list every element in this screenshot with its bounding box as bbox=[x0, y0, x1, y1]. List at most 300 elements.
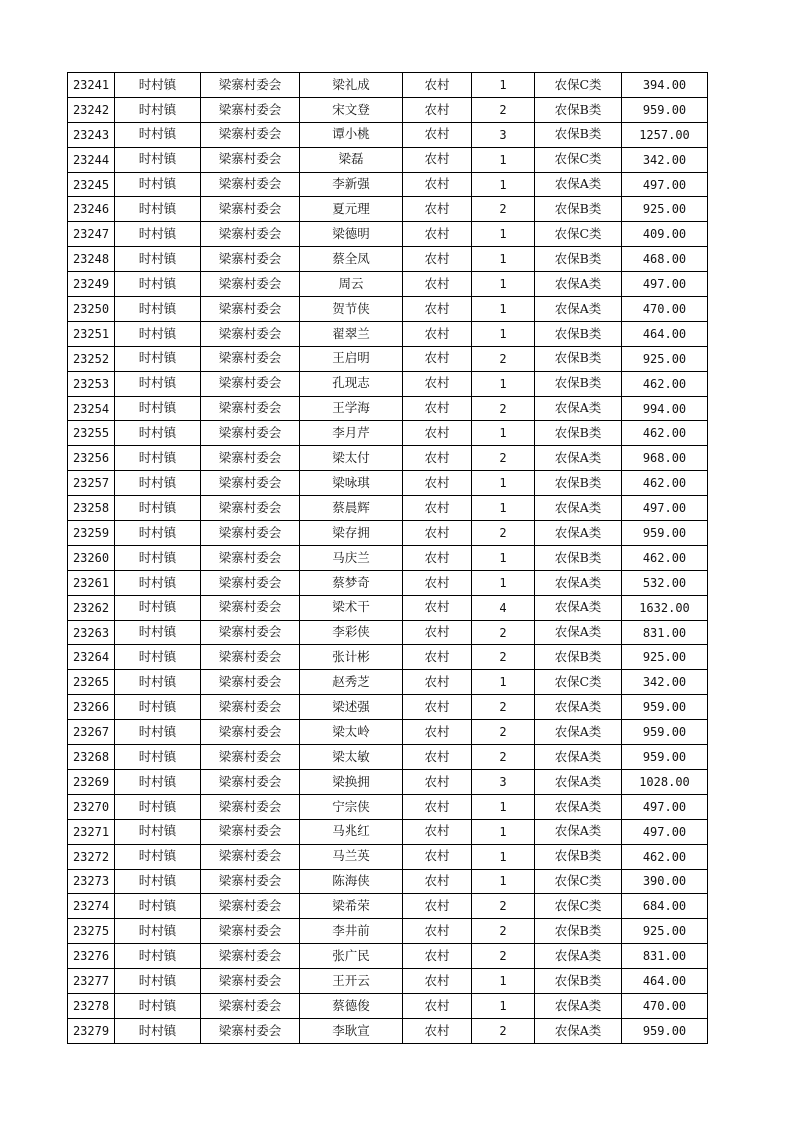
town-cell: 时村镇 bbox=[115, 545, 201, 570]
insurance-category-cell: 农保A类 bbox=[535, 794, 622, 819]
record-id-cell: 23259 bbox=[68, 521, 115, 546]
person-count-cell: 1 bbox=[472, 471, 535, 496]
village-committee-cell: 梁寨村委会 bbox=[201, 172, 300, 197]
town-cell: 时村镇 bbox=[115, 869, 201, 894]
household-type-cell: 农村 bbox=[403, 371, 472, 396]
record-id-cell: 23252 bbox=[68, 346, 115, 371]
amount-cell: 959.00 bbox=[622, 521, 708, 546]
town-cell: 时村镇 bbox=[115, 993, 201, 1018]
table-row bbox=[68, 321, 708, 346]
record-id-cell: 23241 bbox=[68, 73, 115, 98]
record-id-cell: 23264 bbox=[68, 645, 115, 670]
benefit-register-table bbox=[67, 72, 708, 1044]
household-type-cell: 农村 bbox=[403, 197, 472, 222]
record-id-cell: 23246 bbox=[68, 197, 115, 222]
amount-cell: 468.00 bbox=[622, 247, 708, 272]
amount-cell: 1632.00 bbox=[622, 595, 708, 620]
person-count-cell: 3 bbox=[472, 769, 535, 794]
amount-cell: 959.00 bbox=[622, 695, 708, 720]
record-id-cell: 23242 bbox=[68, 97, 115, 122]
record-id-cell: 23257 bbox=[68, 471, 115, 496]
record-id-cell: 23250 bbox=[68, 297, 115, 322]
town-cell: 时村镇 bbox=[115, 147, 201, 172]
person-count-cell: 2 bbox=[472, 346, 535, 371]
table-row bbox=[68, 869, 708, 894]
table-row bbox=[68, 745, 708, 770]
household-type-cell: 农村 bbox=[403, 695, 472, 720]
name-cell: 王开云 bbox=[300, 969, 403, 994]
household-type-cell: 农村 bbox=[403, 496, 472, 521]
insurance-category-cell: 农保A类 bbox=[535, 620, 622, 645]
record-id-cell: 23275 bbox=[68, 919, 115, 944]
household-type-cell: 农村 bbox=[403, 73, 472, 98]
insurance-category-cell: 农保B类 bbox=[535, 421, 622, 446]
village-committee-cell: 梁寨村委会 bbox=[201, 969, 300, 994]
name-cell: 梁磊 bbox=[300, 147, 403, 172]
village-committee-cell: 梁寨村委会 bbox=[201, 819, 300, 844]
record-id-cell: 23256 bbox=[68, 446, 115, 471]
name-cell: 梁太岭 bbox=[300, 720, 403, 745]
village-committee-cell: 梁寨村委会 bbox=[201, 346, 300, 371]
village-committee-cell: 梁寨村委会 bbox=[201, 695, 300, 720]
person-count-cell: 1 bbox=[472, 844, 535, 869]
village-committee-cell: 梁寨村委会 bbox=[201, 421, 300, 446]
table-row bbox=[68, 645, 708, 670]
amount-cell: 497.00 bbox=[622, 819, 708, 844]
village-committee-cell: 梁寨村委会 bbox=[201, 147, 300, 172]
amount-cell: 497.00 bbox=[622, 794, 708, 819]
name-cell: 谭小桃 bbox=[300, 122, 403, 147]
insurance-category-cell: 农保B类 bbox=[535, 197, 622, 222]
table-row bbox=[68, 620, 708, 645]
record-id-cell: 23273 bbox=[68, 869, 115, 894]
record-id-cell: 23265 bbox=[68, 670, 115, 695]
village-committee-cell: 梁寨村委会 bbox=[201, 720, 300, 745]
person-count-cell: 2 bbox=[472, 197, 535, 222]
person-count-cell: 2 bbox=[472, 919, 535, 944]
amount-cell: 959.00 bbox=[622, 1018, 708, 1043]
insurance-category-cell: 农保A类 bbox=[535, 496, 622, 521]
table-row bbox=[68, 73, 708, 98]
name-cell: 梁存拥 bbox=[300, 521, 403, 546]
amount-cell: 464.00 bbox=[622, 321, 708, 346]
table-row bbox=[68, 844, 708, 869]
insurance-category-cell: 农保A类 bbox=[535, 720, 622, 745]
name-cell: 宋文登 bbox=[300, 97, 403, 122]
table-row bbox=[68, 1018, 708, 1043]
village-committee-cell: 梁寨村委会 bbox=[201, 670, 300, 695]
table-row bbox=[68, 769, 708, 794]
table-row bbox=[68, 471, 708, 496]
town-cell: 时村镇 bbox=[115, 222, 201, 247]
village-committee-cell: 梁寨村委会 bbox=[201, 545, 300, 570]
household-type-cell: 农村 bbox=[403, 396, 472, 421]
village-committee-cell: 梁寨村委会 bbox=[201, 371, 300, 396]
village-committee-cell: 梁寨村委会 bbox=[201, 745, 300, 770]
amount-cell: 831.00 bbox=[622, 944, 708, 969]
name-cell: 贺节侠 bbox=[300, 297, 403, 322]
person-count-cell: 2 bbox=[472, 645, 535, 670]
name-cell: 孔现志 bbox=[300, 371, 403, 396]
town-cell: 时村镇 bbox=[115, 645, 201, 670]
record-id-cell: 23279 bbox=[68, 1018, 115, 1043]
household-type-cell: 农村 bbox=[403, 421, 472, 446]
village-committee-cell: 梁寨村委会 bbox=[201, 122, 300, 147]
amount-cell: 831.00 bbox=[622, 620, 708, 645]
village-committee-cell: 梁寨村委会 bbox=[201, 321, 300, 346]
town-cell: 时村镇 bbox=[115, 745, 201, 770]
household-type-cell: 农村 bbox=[403, 919, 472, 944]
amount-cell: 470.00 bbox=[622, 297, 708, 322]
town-cell: 时村镇 bbox=[115, 1018, 201, 1043]
amount-cell: 462.00 bbox=[622, 545, 708, 570]
insurance-category-cell: 农保B类 bbox=[535, 545, 622, 570]
name-cell: 梁太付 bbox=[300, 446, 403, 471]
table-row bbox=[68, 297, 708, 322]
household-type-cell: 农村 bbox=[403, 247, 472, 272]
village-committee-cell: 梁寨村委会 bbox=[201, 222, 300, 247]
village-committee-cell: 梁寨村委会 bbox=[201, 197, 300, 222]
record-id-cell: 23249 bbox=[68, 272, 115, 297]
insurance-category-cell: 农保B类 bbox=[535, 247, 622, 272]
record-id-cell: 23262 bbox=[68, 595, 115, 620]
town-cell: 时村镇 bbox=[115, 794, 201, 819]
table-row bbox=[68, 446, 708, 471]
name-cell: 蔡全凤 bbox=[300, 247, 403, 272]
household-type-cell: 农村 bbox=[403, 471, 472, 496]
insurance-category-cell: 农保A类 bbox=[535, 695, 622, 720]
household-type-cell: 农村 bbox=[403, 595, 472, 620]
insurance-category-cell: 农保A类 bbox=[535, 944, 622, 969]
village-committee-cell: 梁寨村委会 bbox=[201, 794, 300, 819]
insurance-category-cell: 农保B类 bbox=[535, 122, 622, 147]
amount-cell: 959.00 bbox=[622, 745, 708, 770]
table-row bbox=[68, 969, 708, 994]
person-count-cell: 3 bbox=[472, 122, 535, 147]
person-count-cell: 1 bbox=[472, 794, 535, 819]
table-row bbox=[68, 521, 708, 546]
person-count-cell: 2 bbox=[472, 745, 535, 770]
insurance-category-cell: 农保B类 bbox=[535, 97, 622, 122]
record-id-cell: 23263 bbox=[68, 620, 115, 645]
record-id-cell: 23254 bbox=[68, 396, 115, 421]
person-count-cell: 1 bbox=[472, 496, 535, 521]
table-row bbox=[68, 147, 708, 172]
village-committee-cell: 梁寨村委会 bbox=[201, 620, 300, 645]
village-committee-cell: 梁寨村委会 bbox=[201, 471, 300, 496]
table-row bbox=[68, 894, 708, 919]
record-id-cell: 23260 bbox=[68, 545, 115, 570]
town-cell: 时村镇 bbox=[115, 894, 201, 919]
table-row bbox=[68, 496, 708, 521]
name-cell: 梁咏琪 bbox=[300, 471, 403, 496]
name-cell: 赵秀芝 bbox=[300, 670, 403, 695]
town-cell: 时村镇 bbox=[115, 421, 201, 446]
amount-cell: 497.00 bbox=[622, 272, 708, 297]
insurance-category-cell: 农保C类 bbox=[535, 894, 622, 919]
household-type-cell: 农村 bbox=[403, 222, 472, 247]
village-committee-cell: 梁寨村委会 bbox=[201, 521, 300, 546]
village-committee-cell: 梁寨村委会 bbox=[201, 446, 300, 471]
town-cell: 时村镇 bbox=[115, 197, 201, 222]
table-row bbox=[68, 97, 708, 122]
record-id-cell: 23267 bbox=[68, 720, 115, 745]
household-type-cell: 农村 bbox=[403, 446, 472, 471]
household-type-cell: 农村 bbox=[403, 620, 472, 645]
insurance-category-cell: 农保B类 bbox=[535, 645, 622, 670]
table-row bbox=[68, 172, 708, 197]
household-type-cell: 农村 bbox=[403, 869, 472, 894]
household-type-cell: 农村 bbox=[403, 794, 472, 819]
household-type-cell: 农村 bbox=[403, 993, 472, 1018]
person-count-cell: 1 bbox=[472, 321, 535, 346]
table-row bbox=[68, 197, 708, 222]
person-count-cell: 1 bbox=[472, 297, 535, 322]
person-count-cell: 1 bbox=[472, 545, 535, 570]
name-cell: 李耿宣 bbox=[300, 1018, 403, 1043]
name-cell: 李彩侠 bbox=[300, 620, 403, 645]
amount-cell: 994.00 bbox=[622, 396, 708, 421]
village-committee-cell: 梁寨村委会 bbox=[201, 894, 300, 919]
record-id-cell: 23253 bbox=[68, 371, 115, 396]
household-type-cell: 农村 bbox=[403, 172, 472, 197]
town-cell: 时村镇 bbox=[115, 670, 201, 695]
town-cell: 时村镇 bbox=[115, 819, 201, 844]
household-type-cell: 农村 bbox=[403, 147, 472, 172]
record-id-cell: 23270 bbox=[68, 794, 115, 819]
name-cell: 梁希荣 bbox=[300, 894, 403, 919]
town-cell: 时村镇 bbox=[115, 521, 201, 546]
person-count-cell: 4 bbox=[472, 595, 535, 620]
village-committee-cell: 梁寨村委会 bbox=[201, 570, 300, 595]
person-count-cell: 1 bbox=[472, 421, 535, 446]
amount-cell: 1257.00 bbox=[622, 122, 708, 147]
insurance-category-cell: 农保A类 bbox=[535, 272, 622, 297]
town-cell: 时村镇 bbox=[115, 944, 201, 969]
person-count-cell: 2 bbox=[472, 446, 535, 471]
town-cell: 时村镇 bbox=[115, 844, 201, 869]
town-cell: 时村镇 bbox=[115, 919, 201, 944]
name-cell: 蔡梦奇 bbox=[300, 570, 403, 595]
table-row bbox=[68, 595, 708, 620]
person-count-cell: 2 bbox=[472, 1018, 535, 1043]
town-cell: 时村镇 bbox=[115, 73, 201, 98]
amount-cell: 925.00 bbox=[622, 346, 708, 371]
town-cell: 时村镇 bbox=[115, 695, 201, 720]
person-count-cell: 1 bbox=[472, 272, 535, 297]
amount-cell: 470.00 bbox=[622, 993, 708, 1018]
household-type-cell: 农村 bbox=[403, 720, 472, 745]
household-type-cell: 农村 bbox=[403, 545, 472, 570]
name-cell: 李新强 bbox=[300, 172, 403, 197]
insurance-category-cell: 农保C类 bbox=[535, 670, 622, 695]
table-row bbox=[68, 222, 708, 247]
village-committee-cell: 梁寨村委会 bbox=[201, 247, 300, 272]
village-committee-cell: 梁寨村委会 bbox=[201, 844, 300, 869]
amount-cell: 342.00 bbox=[622, 670, 708, 695]
amount-cell: 684.00 bbox=[622, 894, 708, 919]
village-committee-cell: 梁寨村委会 bbox=[201, 595, 300, 620]
town-cell: 时村镇 bbox=[115, 446, 201, 471]
person-count-cell: 1 bbox=[472, 993, 535, 1018]
insurance-category-cell: 农保C类 bbox=[535, 222, 622, 247]
name-cell: 翟翠兰 bbox=[300, 321, 403, 346]
name-cell: 王学海 bbox=[300, 396, 403, 421]
record-id-cell: 23272 bbox=[68, 844, 115, 869]
insurance-category-cell: 农保A类 bbox=[535, 819, 622, 844]
amount-cell: 925.00 bbox=[622, 197, 708, 222]
insurance-category-cell: 农保A类 bbox=[535, 1018, 622, 1043]
amount-cell: 959.00 bbox=[622, 97, 708, 122]
insurance-category-cell: 农保B类 bbox=[535, 969, 622, 994]
household-type-cell: 农村 bbox=[403, 521, 472, 546]
record-id-cell: 23243 bbox=[68, 122, 115, 147]
household-type-cell: 农村 bbox=[403, 894, 472, 919]
person-count-cell: 2 bbox=[472, 944, 535, 969]
name-cell: 梁述强 bbox=[300, 695, 403, 720]
table-row bbox=[68, 122, 708, 147]
table-row bbox=[68, 421, 708, 446]
household-type-cell: 农村 bbox=[403, 745, 472, 770]
town-cell: 时村镇 bbox=[115, 346, 201, 371]
amount-cell: 959.00 bbox=[622, 720, 708, 745]
town-cell: 时村镇 bbox=[115, 595, 201, 620]
household-type-cell: 农村 bbox=[403, 670, 472, 695]
village-committee-cell: 梁寨村委会 bbox=[201, 73, 300, 98]
record-id-cell: 23266 bbox=[68, 695, 115, 720]
amount-cell: 497.00 bbox=[622, 172, 708, 197]
table-row bbox=[68, 720, 708, 745]
name-cell: 王启明 bbox=[300, 346, 403, 371]
table-row bbox=[68, 396, 708, 421]
household-type-cell: 农村 bbox=[403, 97, 472, 122]
village-committee-cell: 梁寨村委会 bbox=[201, 993, 300, 1018]
town-cell: 时村镇 bbox=[115, 297, 201, 322]
person-count-cell: 2 bbox=[472, 720, 535, 745]
village-committee-cell: 梁寨村委会 bbox=[201, 297, 300, 322]
amount-cell: 464.00 bbox=[622, 969, 708, 994]
record-id-cell: 23245 bbox=[68, 172, 115, 197]
insurance-category-cell: 农保B类 bbox=[535, 471, 622, 496]
person-count-cell: 2 bbox=[472, 521, 535, 546]
amount-cell: 925.00 bbox=[622, 645, 708, 670]
table-row bbox=[68, 819, 708, 844]
village-committee-cell: 梁寨村委会 bbox=[201, 944, 300, 969]
table-row bbox=[68, 247, 708, 272]
table-row bbox=[68, 919, 708, 944]
record-id-cell: 23269 bbox=[68, 769, 115, 794]
table-row bbox=[68, 346, 708, 371]
amount-cell: 462.00 bbox=[622, 371, 708, 396]
town-cell: 时村镇 bbox=[115, 969, 201, 994]
person-count-cell: 2 bbox=[472, 97, 535, 122]
name-cell: 陈海侠 bbox=[300, 869, 403, 894]
name-cell: 蔡晨辉 bbox=[300, 496, 403, 521]
table-row bbox=[68, 944, 708, 969]
table-row bbox=[68, 993, 708, 1018]
insurance-category-cell: 农保B类 bbox=[535, 371, 622, 396]
insurance-category-cell: 农保A类 bbox=[535, 521, 622, 546]
name-cell: 蔡德俊 bbox=[300, 993, 403, 1018]
household-type-cell: 农村 bbox=[403, 819, 472, 844]
insurance-category-cell: 农保A类 bbox=[535, 570, 622, 595]
table-row bbox=[68, 695, 708, 720]
person-count-cell: 2 bbox=[472, 620, 535, 645]
record-id-cell: 23248 bbox=[68, 247, 115, 272]
person-count-cell: 2 bbox=[472, 695, 535, 720]
record-id-cell: 23278 bbox=[68, 993, 115, 1018]
table-row bbox=[68, 794, 708, 819]
person-count-cell: 1 bbox=[472, 570, 535, 595]
person-count-cell: 1 bbox=[472, 869, 535, 894]
village-committee-cell: 梁寨村委会 bbox=[201, 396, 300, 421]
town-cell: 时村镇 bbox=[115, 396, 201, 421]
town-cell: 时村镇 bbox=[115, 720, 201, 745]
name-cell: 李井前 bbox=[300, 919, 403, 944]
insurance-category-cell: 农保B类 bbox=[535, 844, 622, 869]
name-cell: 马兆红 bbox=[300, 819, 403, 844]
town-cell: 时村镇 bbox=[115, 272, 201, 297]
amount-cell: 409.00 bbox=[622, 222, 708, 247]
amount-cell: 532.00 bbox=[622, 570, 708, 595]
record-id-cell: 23258 bbox=[68, 496, 115, 521]
record-id-cell: 23244 bbox=[68, 147, 115, 172]
insurance-category-cell: 农保A类 bbox=[535, 595, 622, 620]
town-cell: 时村镇 bbox=[115, 172, 201, 197]
town-cell: 时村镇 bbox=[115, 97, 201, 122]
town-cell: 时村镇 bbox=[115, 122, 201, 147]
record-id-cell: 23268 bbox=[68, 745, 115, 770]
person-count-cell: 1 bbox=[472, 247, 535, 272]
insurance-category-cell: 农保A类 bbox=[535, 446, 622, 471]
insurance-category-cell: 农保B类 bbox=[535, 919, 622, 944]
person-count-cell: 1 bbox=[472, 172, 535, 197]
person-count-cell: 1 bbox=[472, 670, 535, 695]
town-cell: 时村镇 bbox=[115, 321, 201, 346]
record-id-cell: 23276 bbox=[68, 944, 115, 969]
insurance-category-cell: 农保A类 bbox=[535, 745, 622, 770]
amount-cell: 342.00 bbox=[622, 147, 708, 172]
amount-cell: 497.00 bbox=[622, 496, 708, 521]
village-committee-cell: 梁寨村委会 bbox=[201, 496, 300, 521]
name-cell: 周云 bbox=[300, 272, 403, 297]
household-type-cell: 农村 bbox=[403, 321, 472, 346]
name-cell: 张广民 bbox=[300, 944, 403, 969]
town-cell: 时村镇 bbox=[115, 769, 201, 794]
insurance-category-cell: 农保B类 bbox=[535, 346, 622, 371]
insurance-category-cell: 农保A类 bbox=[535, 993, 622, 1018]
amount-cell: 1028.00 bbox=[622, 769, 708, 794]
household-type-cell: 农村 bbox=[403, 969, 472, 994]
record-id-cell: 23274 bbox=[68, 894, 115, 919]
table-row bbox=[68, 545, 708, 570]
village-committee-cell: 梁寨村委会 bbox=[201, 919, 300, 944]
village-committee-cell: 梁寨村委会 bbox=[201, 769, 300, 794]
name-cell: 夏元理 bbox=[300, 197, 403, 222]
name-cell: 马兰英 bbox=[300, 844, 403, 869]
amount-cell: 462.00 bbox=[622, 844, 708, 869]
amount-cell: 925.00 bbox=[622, 919, 708, 944]
town-cell: 时村镇 bbox=[115, 620, 201, 645]
table-row bbox=[68, 670, 708, 695]
amount-cell: 462.00 bbox=[622, 471, 708, 496]
table-row bbox=[68, 371, 708, 396]
amount-cell: 394.00 bbox=[622, 73, 708, 98]
name-cell: 梁礼成 bbox=[300, 73, 403, 98]
person-count-cell: 1 bbox=[472, 147, 535, 172]
town-cell: 时村镇 bbox=[115, 471, 201, 496]
insurance-category-cell: 农保A类 bbox=[535, 769, 622, 794]
